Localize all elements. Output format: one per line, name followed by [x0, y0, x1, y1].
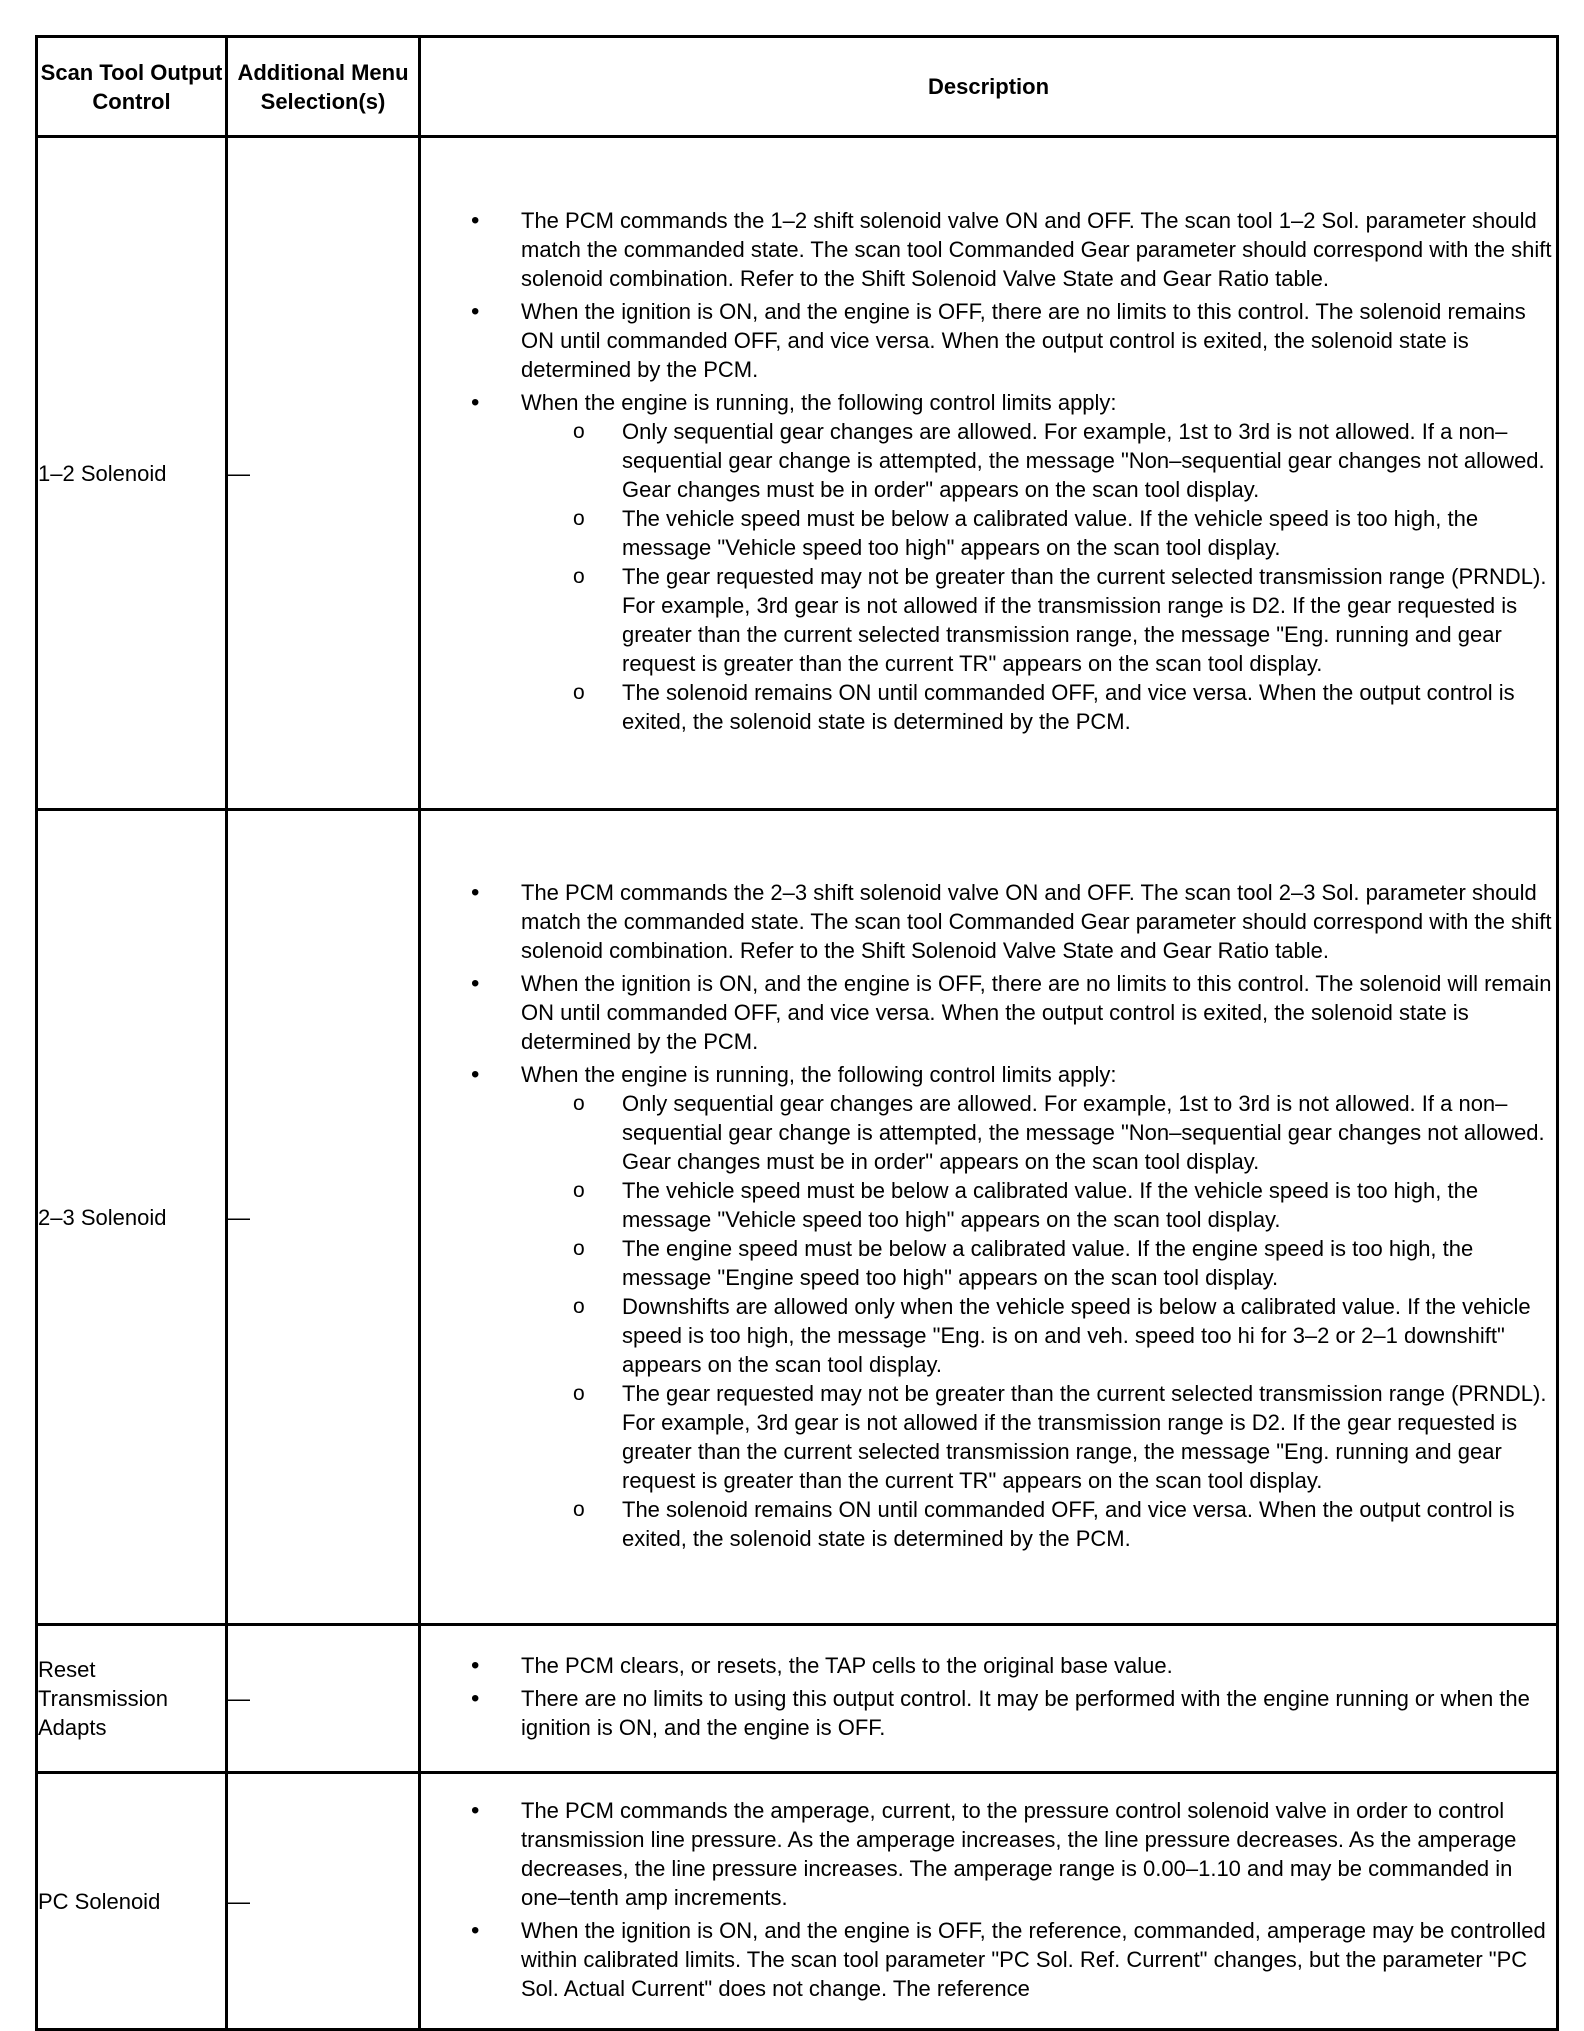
control-name: PC Solenoid	[37, 1773, 227, 2030]
sub-bullet-item: o The gear requested may not be greater than the current selected transmission range (PRNDL). For example, 3rd gear is not allowed if the transmission range is D2. If the gear requested is greater than the current selected transmission range, the message "Eng. running and gear request is greater than the current TR" appears on the scan tool display.	[421, 562, 1556, 678]
bullet-text: When the engine is running, the following control limits apply:	[521, 1061, 1117, 1087]
sub-bullet-item: o The gear requested may not be greater than the current selected transmission range (PRNDL). For example, 3rd gear is not allowed if the transmission range is D2. If the gear requested is greater than the current selected transmission range, the message "Eng. running and gear request is greater than the current TR" appears on the scan tool display.	[421, 1379, 1556, 1495]
output-control-table	[35, 35, 1559, 2031]
description-cell	[420, 810, 1558, 1625]
bullet-item	[421, 1060, 1556, 1553]
description-cell	[420, 1625, 1558, 1773]
sub-bullet-item: o Only sequential gear changes are allowed. For example, 1st to 3rd is not allowed. If a non–sequential gear change is attempted, the message "Non–sequential gear changes not allowed. Gear changes must be in order" appears on the scan tool display.	[421, 1089, 1556, 1176]
table-row	[37, 137, 1558, 810]
bullet-item	[421, 388, 1556, 736]
control-name: 2–3 Solenoid	[37, 810, 227, 1625]
sub-bullet-item: o The engine speed must be below a calibrated value. If the engine speed is too high, the message "Engine speed too high" appears on the scan tool display.	[421, 1234, 1556, 1292]
bullet-item: • When the ignition is ON, and the engine is OFF, there are no limits to this control. The solenoid remains ON until commanded OFF, and vice versa. When the output control is exited, the solenoid state is determined by the PCM.	[421, 297, 1556, 384]
menu-selection: —	[227, 1625, 420, 1773]
menu-selection: —	[227, 137, 420, 810]
table-row	[37, 810, 1558, 1625]
sub-bullet-item: o The vehicle speed must be below a calibrated value. If the vehicle speed is too high, the message "Vehicle speed too high" appears on the scan tool display.	[421, 504, 1556, 562]
bullet-item: • When the ignition is ON, and the engine is OFF, there are no limits to this control. The solenoid will remain ON until commanded OFF, and vice versa. When the output control is exited, the solenoid state is determined by the PCM.	[421, 969, 1556, 1056]
sub-bullet-item: o The solenoid remains ON until commanded OFF, and vice versa. When the output control is exited, the solenoid state is determined by the PCM.	[421, 1495, 1556, 1553]
bullet-item: • The PCM commands the amperage, current, to the pressure control solenoid valve in order to control transmission line pressure. As the amperage increases, the line pressure decreases. As the amperage decreases, the line pressure increases. The amperage range is 0.00–1.10 and may be commanded in one–tenth amp increments.	[421, 1796, 1556, 1912]
menu-selection: —	[227, 1773, 420, 2030]
bullet-item: • The PCM commands the 2–3 shift solenoid valve ON and OFF. The scan tool 2–3 Sol. parameter should match the commanded state. The scan tool Commanded Gear parameter should correspond with the shift solenoid combination. Refer to the Shift Solenoid Valve State and Gear Ratio table.	[421, 878, 1556, 965]
menu-selection: —	[227, 810, 420, 1625]
header-description: Description	[420, 37, 1558, 137]
description-cell	[420, 1773, 1558, 2030]
bullet-text: When the engine is running, the following control limits apply:	[521, 390, 1117, 415]
header-additional-menu-selections: Additional Menu Selection(s)	[227, 37, 420, 137]
bullet-item: • There are no limits to using this output control. It may be performed with the engine running or when the ignition is ON, and the engine is OFF.	[421, 1684, 1556, 1742]
header-scan-tool-output-control: Scan Tool Output Control	[37, 37, 227, 137]
sub-bullet-item: o The solenoid remains ON until commanded OFF, and vice versa. When the output control is exited, the solenoid state is determined by the PCM.	[421, 678, 1556, 736]
sub-bullet-item: o The vehicle speed must be below a calibrated value. If the vehicle speed is too high, the message "Vehicle speed too high" appears on the scan tool display.	[421, 1176, 1556, 1234]
table-header-row	[37, 37, 1558, 137]
sub-bullet-item: o Downshifts are allowed only when the vehicle speed is below a calibrated value. If the vehicle speed is too high, the message "Eng. is on and veh. speed too hi for 3–2 or 2–1 downshift" appears on the scan tool display.	[421, 1292, 1556, 1379]
table-row	[37, 1773, 1558, 2030]
bullet-item: • The PCM commands the 1–2 shift solenoid valve ON and OFF. The scan tool 1–2 Sol. parameter should match the commanded state. The scan tool Commanded Gear parameter should correspond with the shift solenoid combination. Refer to the Shift Solenoid Valve State and Gear Ratio table.	[421, 206, 1556, 293]
description-cell	[420, 137, 1558, 810]
control-name: Reset Transmission Adapts	[37, 1625, 227, 1773]
bullet-item: • The PCM clears, or resets, the TAP cells to the original base value.	[421, 1651, 1556, 1680]
control-name: 1–2 Solenoid	[37, 137, 227, 810]
sub-bullet-item: o Only sequential gear changes are allowed. For example, 1st to 3rd is not allowed. If a non–sequential gear change is attempted, the message "Non–sequential gear changes not allowed. Gear changes must be in order" appears on the scan tool display.	[421, 417, 1556, 504]
table-row	[37, 1625, 1558, 1773]
bullet-item: • When the ignition is ON, and the engine is OFF, the reference, commanded, amperage may be controlled within calibrated limits. The scan tool parameter "PC Sol. Ref. Current" changes, but the parameter "PC Sol. Actual Current" does not change. The reference	[421, 1916, 1556, 2003]
